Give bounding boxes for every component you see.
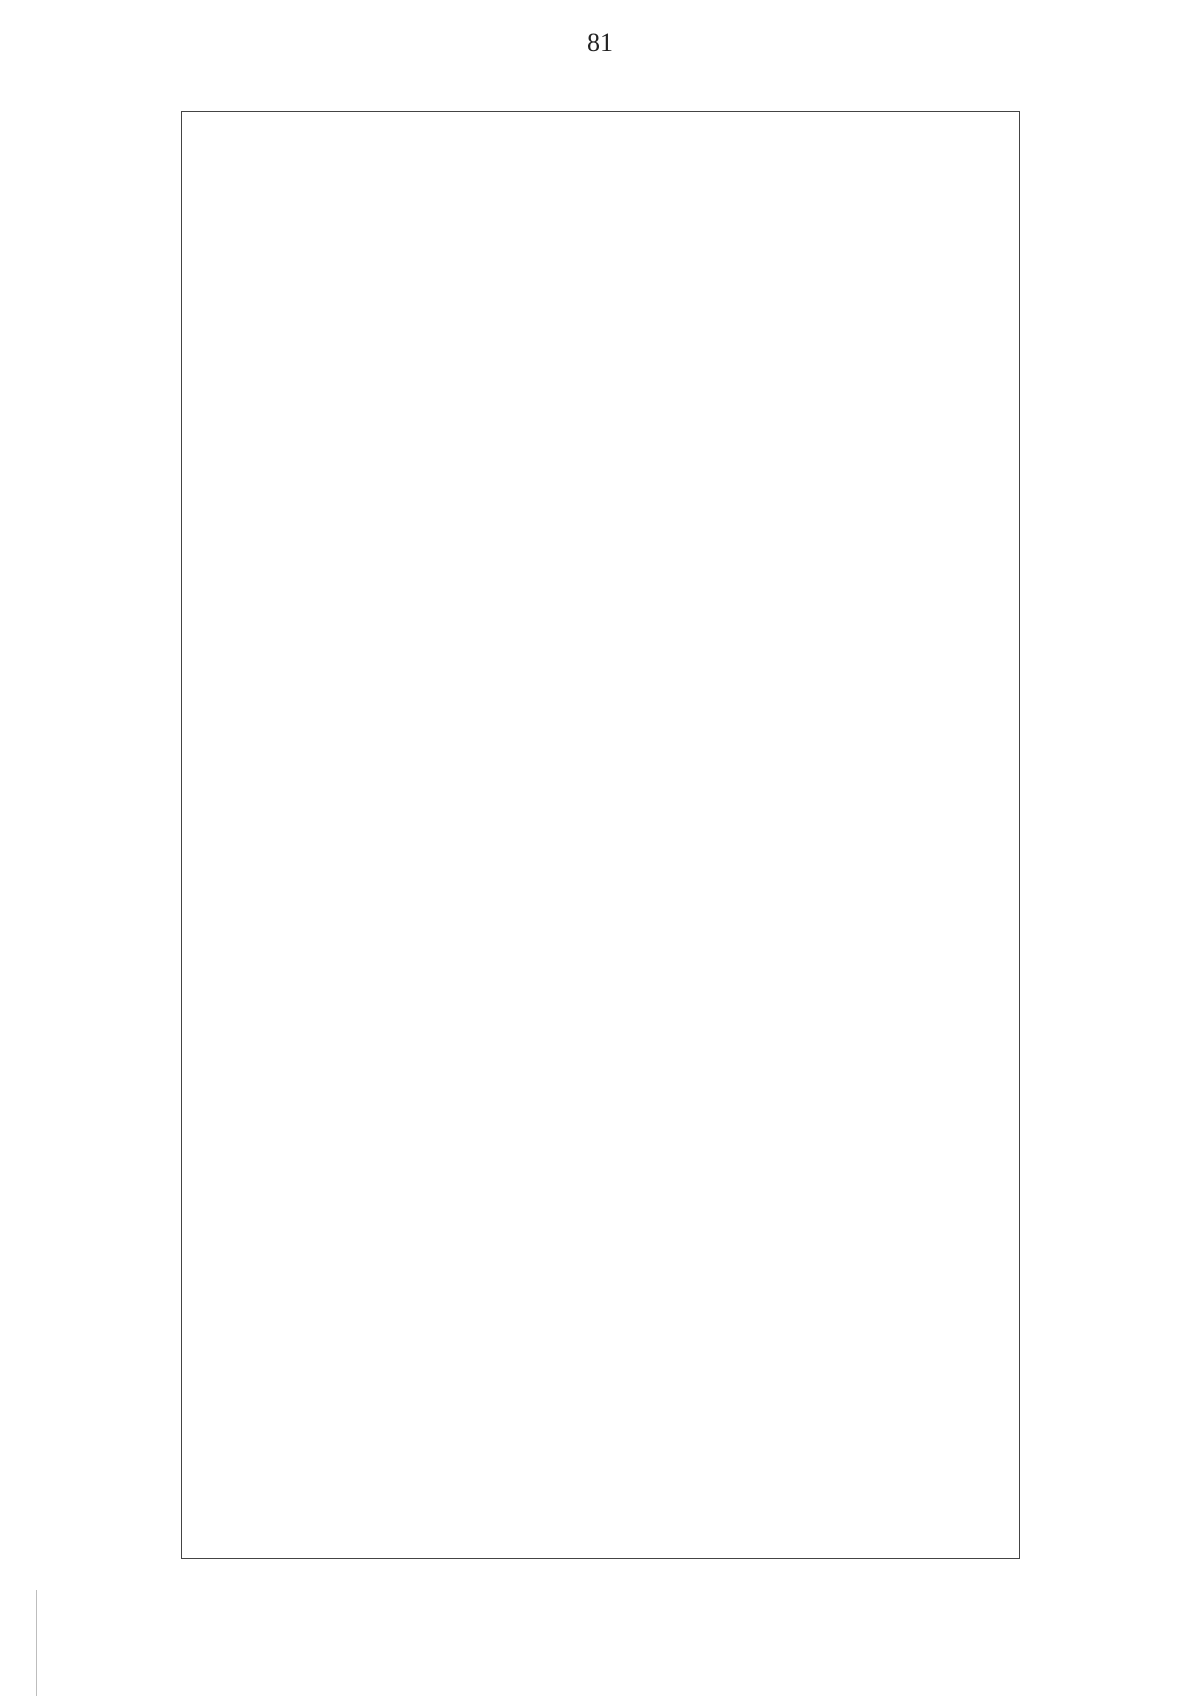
table-frame	[181, 111, 1020, 1559]
page-number: 81	[587, 28, 613, 57]
scan-edge-line	[36, 1590, 37, 1696]
